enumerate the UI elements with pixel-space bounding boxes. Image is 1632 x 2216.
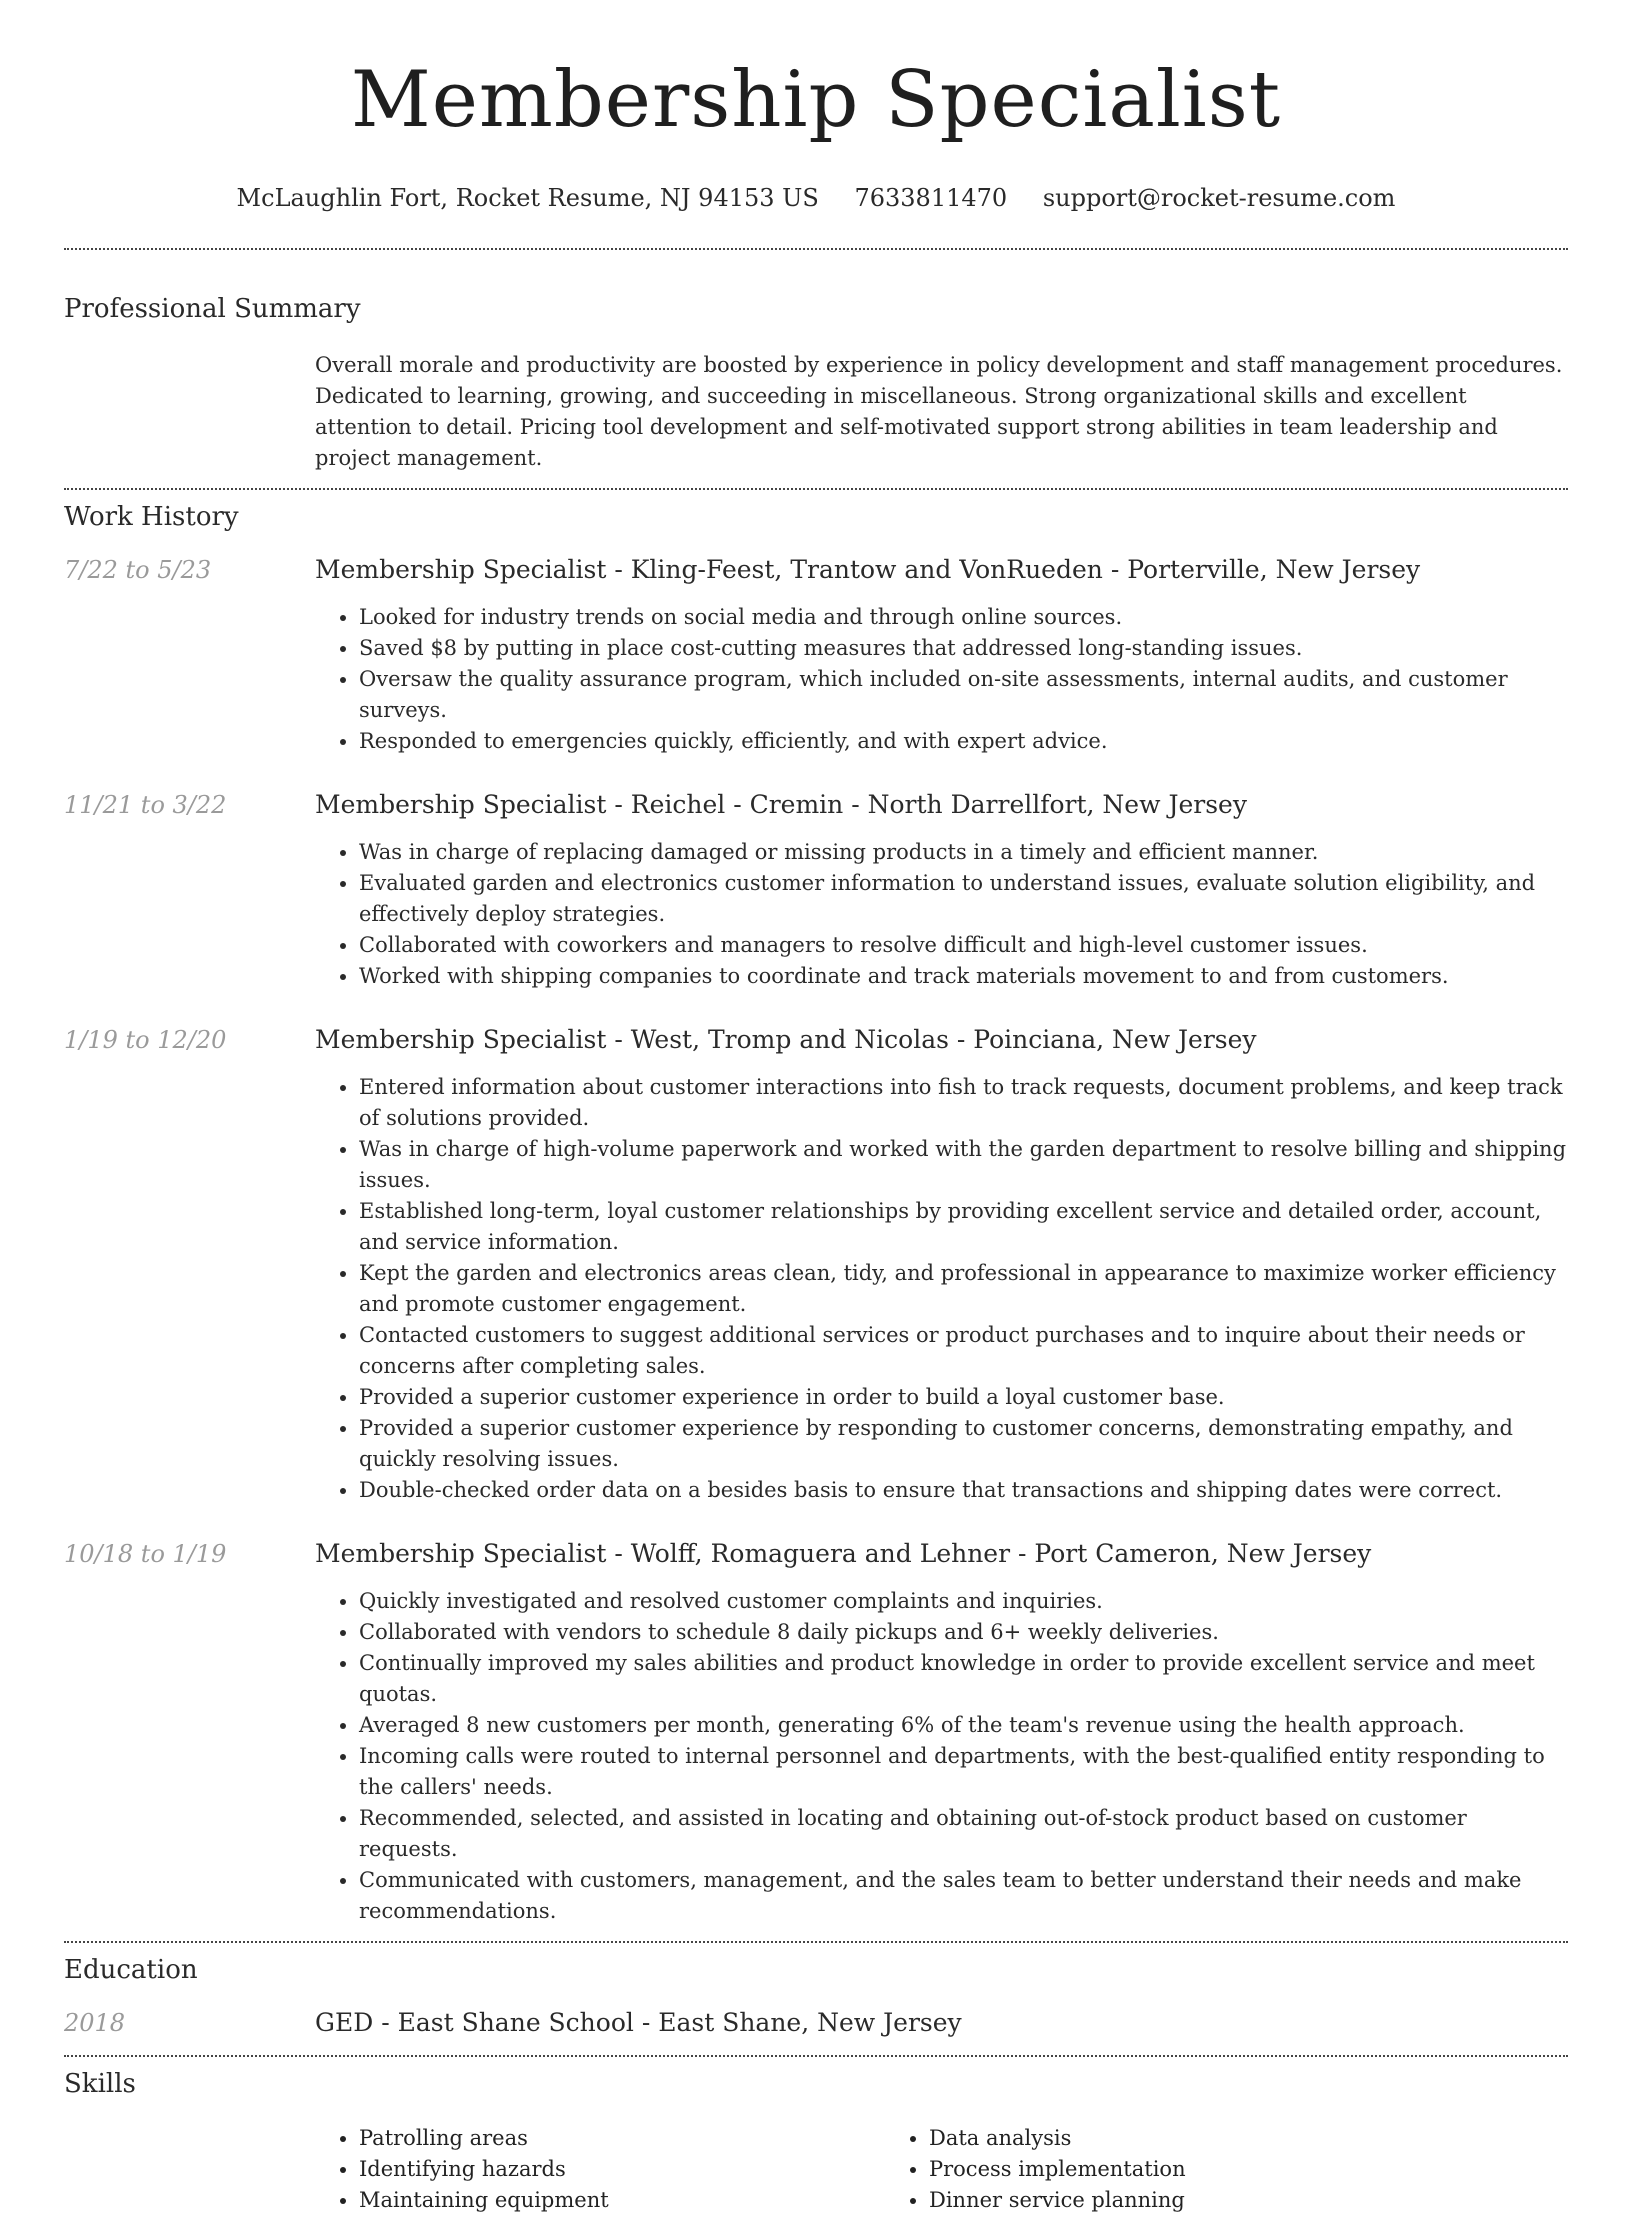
job-bullet: • Was in charge of replacing damaged or missing products in a timely and efficient manner. — [359, 837, 1568, 868]
job-entry — [64, 1022, 1568, 1506]
job-bullet: • Contacted customers to suggest additional services or product purchases and to inquire about their needs or concerns after completing sales. — [359, 1320, 1568, 1382]
job-bullet: • Quickly investigated and resolved customer complaints and inquiries. — [359, 1586, 1568, 1617]
job-bullets — [315, 1586, 1568, 1927]
skills-section — [64, 2057, 1568, 2216]
skill-item: • Dinner service planning — [929, 2185, 1186, 2216]
job-bullet: • Evaluated garden and electronics customer information to understand issues, evaluate solution eligibility, and effectively deploy strategies. — [359, 868, 1568, 930]
work-history-section — [64, 490, 1568, 1927]
job-bullets — [315, 837, 1568, 992]
address: McLaughlin Fort, Rocket Resume, NJ 94153 US — [236, 184, 819, 212]
job-heading: Membership Specialist - West, Tromp and Nicolas - Poinciana, New Jersey — [315, 1025, 1257, 1054]
section-title-summary: Professional Summary — [64, 294, 361, 324]
job-bullets — [315, 1072, 1568, 1506]
skills-columns — [315, 2123, 1568, 2216]
job-bullet: • Entered information about customer interactions into fish to track requests, document problems, and keep track of solutions provided. — [359, 1072, 1568, 1134]
education-section — [64, 1943, 1568, 2055]
candidate-name: Membership Specialist — [350, 55, 1282, 145]
job-dates: 7/22 to 5/23 — [64, 556, 212, 584]
job-bullet: • Provided a superior customer experience by responding to customer concerns, demonstrating empathy, and quickly resolving issues. — [359, 1413, 1568, 1475]
education-year: 2018 — [64, 2009, 126, 2037]
email: support@rocket-resume.com — [1042, 184, 1396, 212]
job-bullet: • Incoming calls were routed to internal personnel and departments, with the best-qualified entity responding to the callers' needs. — [359, 1741, 1568, 1803]
skill-item: • Patrolling areas — [359, 2123, 885, 2154]
job-bullet: • Provided a superior customer experience in order to build a loyal customer base. — [359, 1382, 1568, 1413]
job-dates: 10/18 to 1/19 — [64, 1540, 227, 1568]
job-content — [315, 1022, 1568, 1506]
job-bullet: • Kept the garden and electronics areas clean, tidy, and professional in appearance to maximize worker efficiency and promote customer engagement. — [359, 1258, 1568, 1320]
section-title-education: Education — [64, 1955, 198, 1985]
job-entry — [64, 1536, 1568, 1927]
skills-list-left — [315, 2123, 885, 2216]
job-content — [315, 1536, 1568, 1927]
job-bullet: • Averaged 8 new customers per month, generating 6% of the team's revenue using the health approach. — [359, 1710, 1568, 1741]
job-bullet: • Collaborated with vendors to schedule 8 daily pickups and 6+ weekly deliveries. — [359, 1617, 1568, 1648]
job-dates: 11/21 to 3/22 — [64, 791, 227, 819]
job-bullet: • Double-checked order data on a besides basis to ensure that transactions and shipping dates were correct. — [359, 1475, 1568, 1506]
job-header-row — [64, 1536, 1568, 1927]
job-bullet: • Was in charge of high-volume paperwork and worked with the garden department to resolve billing and shipping issues. — [359, 1134, 1568, 1196]
education-detail: GED - East Shane School - East Shane, New Jersey — [315, 2008, 962, 2037]
job-entry — [64, 552, 1568, 757]
contact-line — [64, 182, 1568, 214]
job-bullet: • Worked with shipping companies to coordinate and track materials movement to and from customers. — [359, 961, 1568, 992]
summary-text: Overall morale and productivity are boosted by experience in policy development and staff management procedures. Dedicated to learning, growing, and succeeding in miscellaneous. Strong organizational skills and excellent attention to detail. Pricing tool development and self-motivated support strong abilities in team leadership and project management. — [315, 353, 1563, 470]
skill-item: • Data analysis — [929, 2123, 1186, 2154]
job-header-row — [64, 552, 1568, 757]
job-dates: 1/19 to 12/20 — [64, 1026, 227, 1054]
job-bullet: • Responded to emergencies quickly, efficiently, and with expert advice. — [359, 726, 1568, 757]
job-heading: Membership Specialist - Wolff, Romaguera and Lehner - Port Cameron, New Jersey — [315, 1539, 1372, 1568]
section-title-skills: Skills — [64, 2069, 136, 2099]
job-content — [315, 787, 1568, 992]
summary-section — [64, 250, 1568, 488]
phone: 7633811470 — [854, 184, 1008, 212]
job-bullet: • Recommended, selected, and assisted in locating and obtaining out-of-stock product based on customer requests. — [359, 1803, 1568, 1865]
job-bullet: • Continually improved my sales abilities and product knowledge in order to provide excellent service and meet quotas. — [359, 1648, 1568, 1710]
job-heading: Membership Specialist - Reichel - Cremin - North Darrellfort, New Jersey — [315, 790, 1247, 819]
job-bullet: • Saved $8 by putting in place cost-cutting measures that addressed long-standing issues. — [359, 633, 1568, 664]
job-header-row — [64, 787, 1568, 992]
job-bullet: • Looked for industry trends on social media and through online sources. — [359, 602, 1568, 633]
skills-list-right — [885, 2123, 1186, 2216]
skill-item: • Process implementation — [929, 2154, 1186, 2185]
job-bullet: • Collaborated with coworkers and managers to resolve difficult and high-level customer issues. — [359, 930, 1568, 961]
job-bullets — [315, 602, 1568, 757]
skill-item: • Maintaining equipment — [359, 2185, 885, 2216]
job-content — [315, 552, 1568, 757]
job-bullet: • Communicated with customers, management, and the sales team to better understand their needs and make recommendations. — [359, 1865, 1568, 1927]
job-heading: Membership Specialist - Kling-Feest, Trantow and VonRueden - Porterville, New Jersey — [315, 555, 1421, 584]
job-entry — [64, 787, 1568, 992]
education-entry — [64, 2005, 1568, 2055]
job-header-row — [64, 1022, 1568, 1506]
job-list — [64, 552, 1568, 1927]
job-bullet: • Oversaw the quality assurance program, which included on-site assessments, internal audits, and customer surveys. — [359, 664, 1568, 726]
skill-item: • Identifying hazards — [359, 2154, 885, 2185]
section-title-work: Work History — [64, 502, 239, 532]
job-bullet: • Established long-term, loyal customer relationships by providing excellent service and detailed order, account, and service information. — [359, 1196, 1568, 1258]
